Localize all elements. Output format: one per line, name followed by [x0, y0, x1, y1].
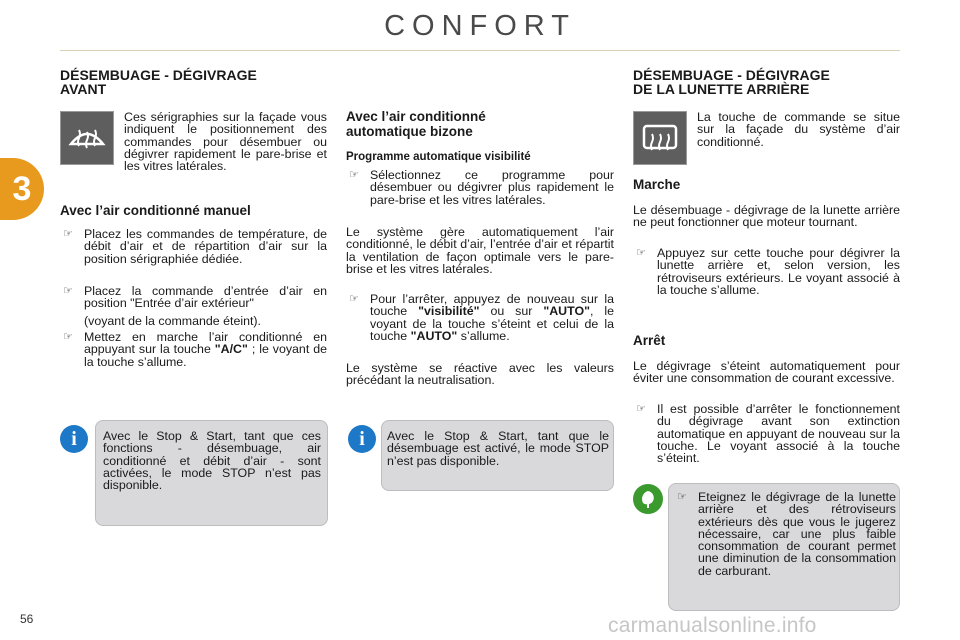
pointing-hand-icon: ☞ — [349, 168, 359, 181]
page-number: 56 — [20, 612, 34, 626]
eco-tip: ☞ Eteignez le dégivrage de la lunette arrière et des rétroviseurs extérieurs dès que vous le jugerez nécessaire, car une plus faible consommation de courant permet une diminution de la consommation de carburant. — [677, 490, 896, 578]
pointing-hand-icon: ☞ — [636, 246, 646, 259]
auto-ac-heading-line2: automatique bizone — [346, 124, 473, 139]
pointing-hand-icon: ☞ — [636, 402, 646, 415]
manual-ac-bullet-2: ☞ Placez la commande d’entrée d’air en position "Entrée d’air extérieur" — [63, 284, 327, 311]
front-defrost-icon — [60, 111, 114, 165]
arret-bullet: ☞ Il est possible d’arrêter le fonctionnement du dégivrage avant son extinction automatique en appuyant de nouveau sur la touche. Le voyant associé à la touche s’éteint. — [636, 402, 900, 466]
visibility-bullet-2: ☞ Pour l’arrêter, appuyez de nouveau sur la touche "visibilité" ou sur "AUTO", le voyant de la touche s’éteint et celui de la touche "AUTO" s’allume. — [349, 292, 615, 343]
chapter-tab: 3 — [0, 158, 44, 220]
visibility-key-label: "visibilité" — [418, 304, 480, 319]
marche-description: Le désembuage - dégivrage de la lunette arrière ne peut fonctionner que moteur tournant. — [633, 203, 900, 230]
rear-defrost-icon — [633, 111, 687, 165]
rear-defrost-intro: La touche de commande se situe sur la façade du système d’air conditionné. — [697, 110, 900, 149]
rear-defrost-heading-line1: DÉSEMBUAGE - DÉGIVRAGE — [633, 67, 830, 83]
pointing-hand-icon: ☞ — [677, 490, 687, 503]
ac-key-label: "A/C" — [214, 342, 248, 357]
arret-description: Le dégivrage s’éteint automatiquement pour éviter une consommation de courant excessive. — [633, 359, 900, 386]
arret-heading: Arrêt — [633, 333, 666, 348]
manual-ac-heading: Avec l’air conditionné manuel — [60, 203, 251, 218]
manual-ac-bullet-1: ☞ Placez les commandes de température, de débit d’air et de répartition d’air sur la position sérigraphiée dédiée. — [63, 227, 327, 266]
header-divider — [60, 50, 900, 51]
info-text-left: Avec le Stop & Start, tant que ces fonctions - désembuage, air conditionné et débit d’air - sont activées, le mode STOP n’est pas disponible. — [103, 429, 321, 493]
front-defrost-heading-line2: AVANT — [60, 81, 107, 97]
manual-ac-bullet-3: ☞ Mettez en marche l’air conditionné en appuyant sur la touche "A/C" ; le voyant de la touche s’allume. — [63, 330, 327, 369]
auto-ac-description: Le système gère automatiquement l’air conditionné, le débit d’air, l’entrée d’air et répartit la ventilation de façon optimale vers le pare-brise et les vitres latérales. — [346, 225, 614, 276]
info-text-middle: Avec le Stop & Start, tant que le désembuage est activé, le mode STOP n’est pas disponible. — [387, 429, 609, 468]
auto-key-label: "AUTO" — [543, 304, 590, 319]
rear-defrost-heading — [633, 68, 900, 96]
front-defrost-heading — [60, 68, 320, 96]
pointing-hand-icon: ☞ — [63, 284, 73, 297]
pointing-hand-icon: ☞ — [349, 292, 359, 305]
auto-key-label-2: "AUTO" — [410, 328, 458, 343]
marche-bullet: ☞ Appuyez sur cette touche pour dégivrer la lunette arrière et, selon version, les rétroviseurs extérieurs. Le voyant associé à la touche s’allume. — [636, 246, 900, 297]
front-defrost-intro: Ces sérigraphies sur la façade vous indiquent le positionnement des commandes pour désembuer ou dégivrer rapidement le pare-brise et les vitres latérales. — [124, 110, 327, 174]
visibility-bullet-1: ☞ Sélectionnez ce programme pour désembuer ou dégivrer plus rapidement le pare-brise et les vitres latérales. — [349, 168, 614, 207]
manual-ac-bullet-2-note: (voyant de la commande éteint). — [84, 314, 262, 328]
front-defrost-heading-line1: DÉSEMBUAGE - DÉGIVRAGE — [60, 67, 257, 83]
info-icon: i — [60, 425, 88, 453]
reactivation-note: Le système se réactive avec les valeurs précédant la neutralisation. — [346, 361, 614, 388]
page-title: CONFORT — [384, 10, 576, 42]
auto-ac-heading — [346, 109, 614, 139]
visibility-program-heading: Programme automatique visibilité — [346, 151, 531, 163]
auto-ac-heading-line1: Avec l’air conditionné — [346, 109, 486, 124]
info-icon: i — [348, 425, 376, 453]
marche-heading: Marche — [633, 177, 681, 192]
pointing-hand-icon: ☞ — [63, 227, 73, 240]
rear-defrost-heading-line2: DE LA LUNETTE ARRIÈRE — [633, 81, 810, 97]
eco-leaf-icon — [633, 484, 663, 514]
pointing-hand-icon: ☞ — [63, 330, 73, 343]
watermark: carmanualsonline.info — [608, 614, 817, 637]
